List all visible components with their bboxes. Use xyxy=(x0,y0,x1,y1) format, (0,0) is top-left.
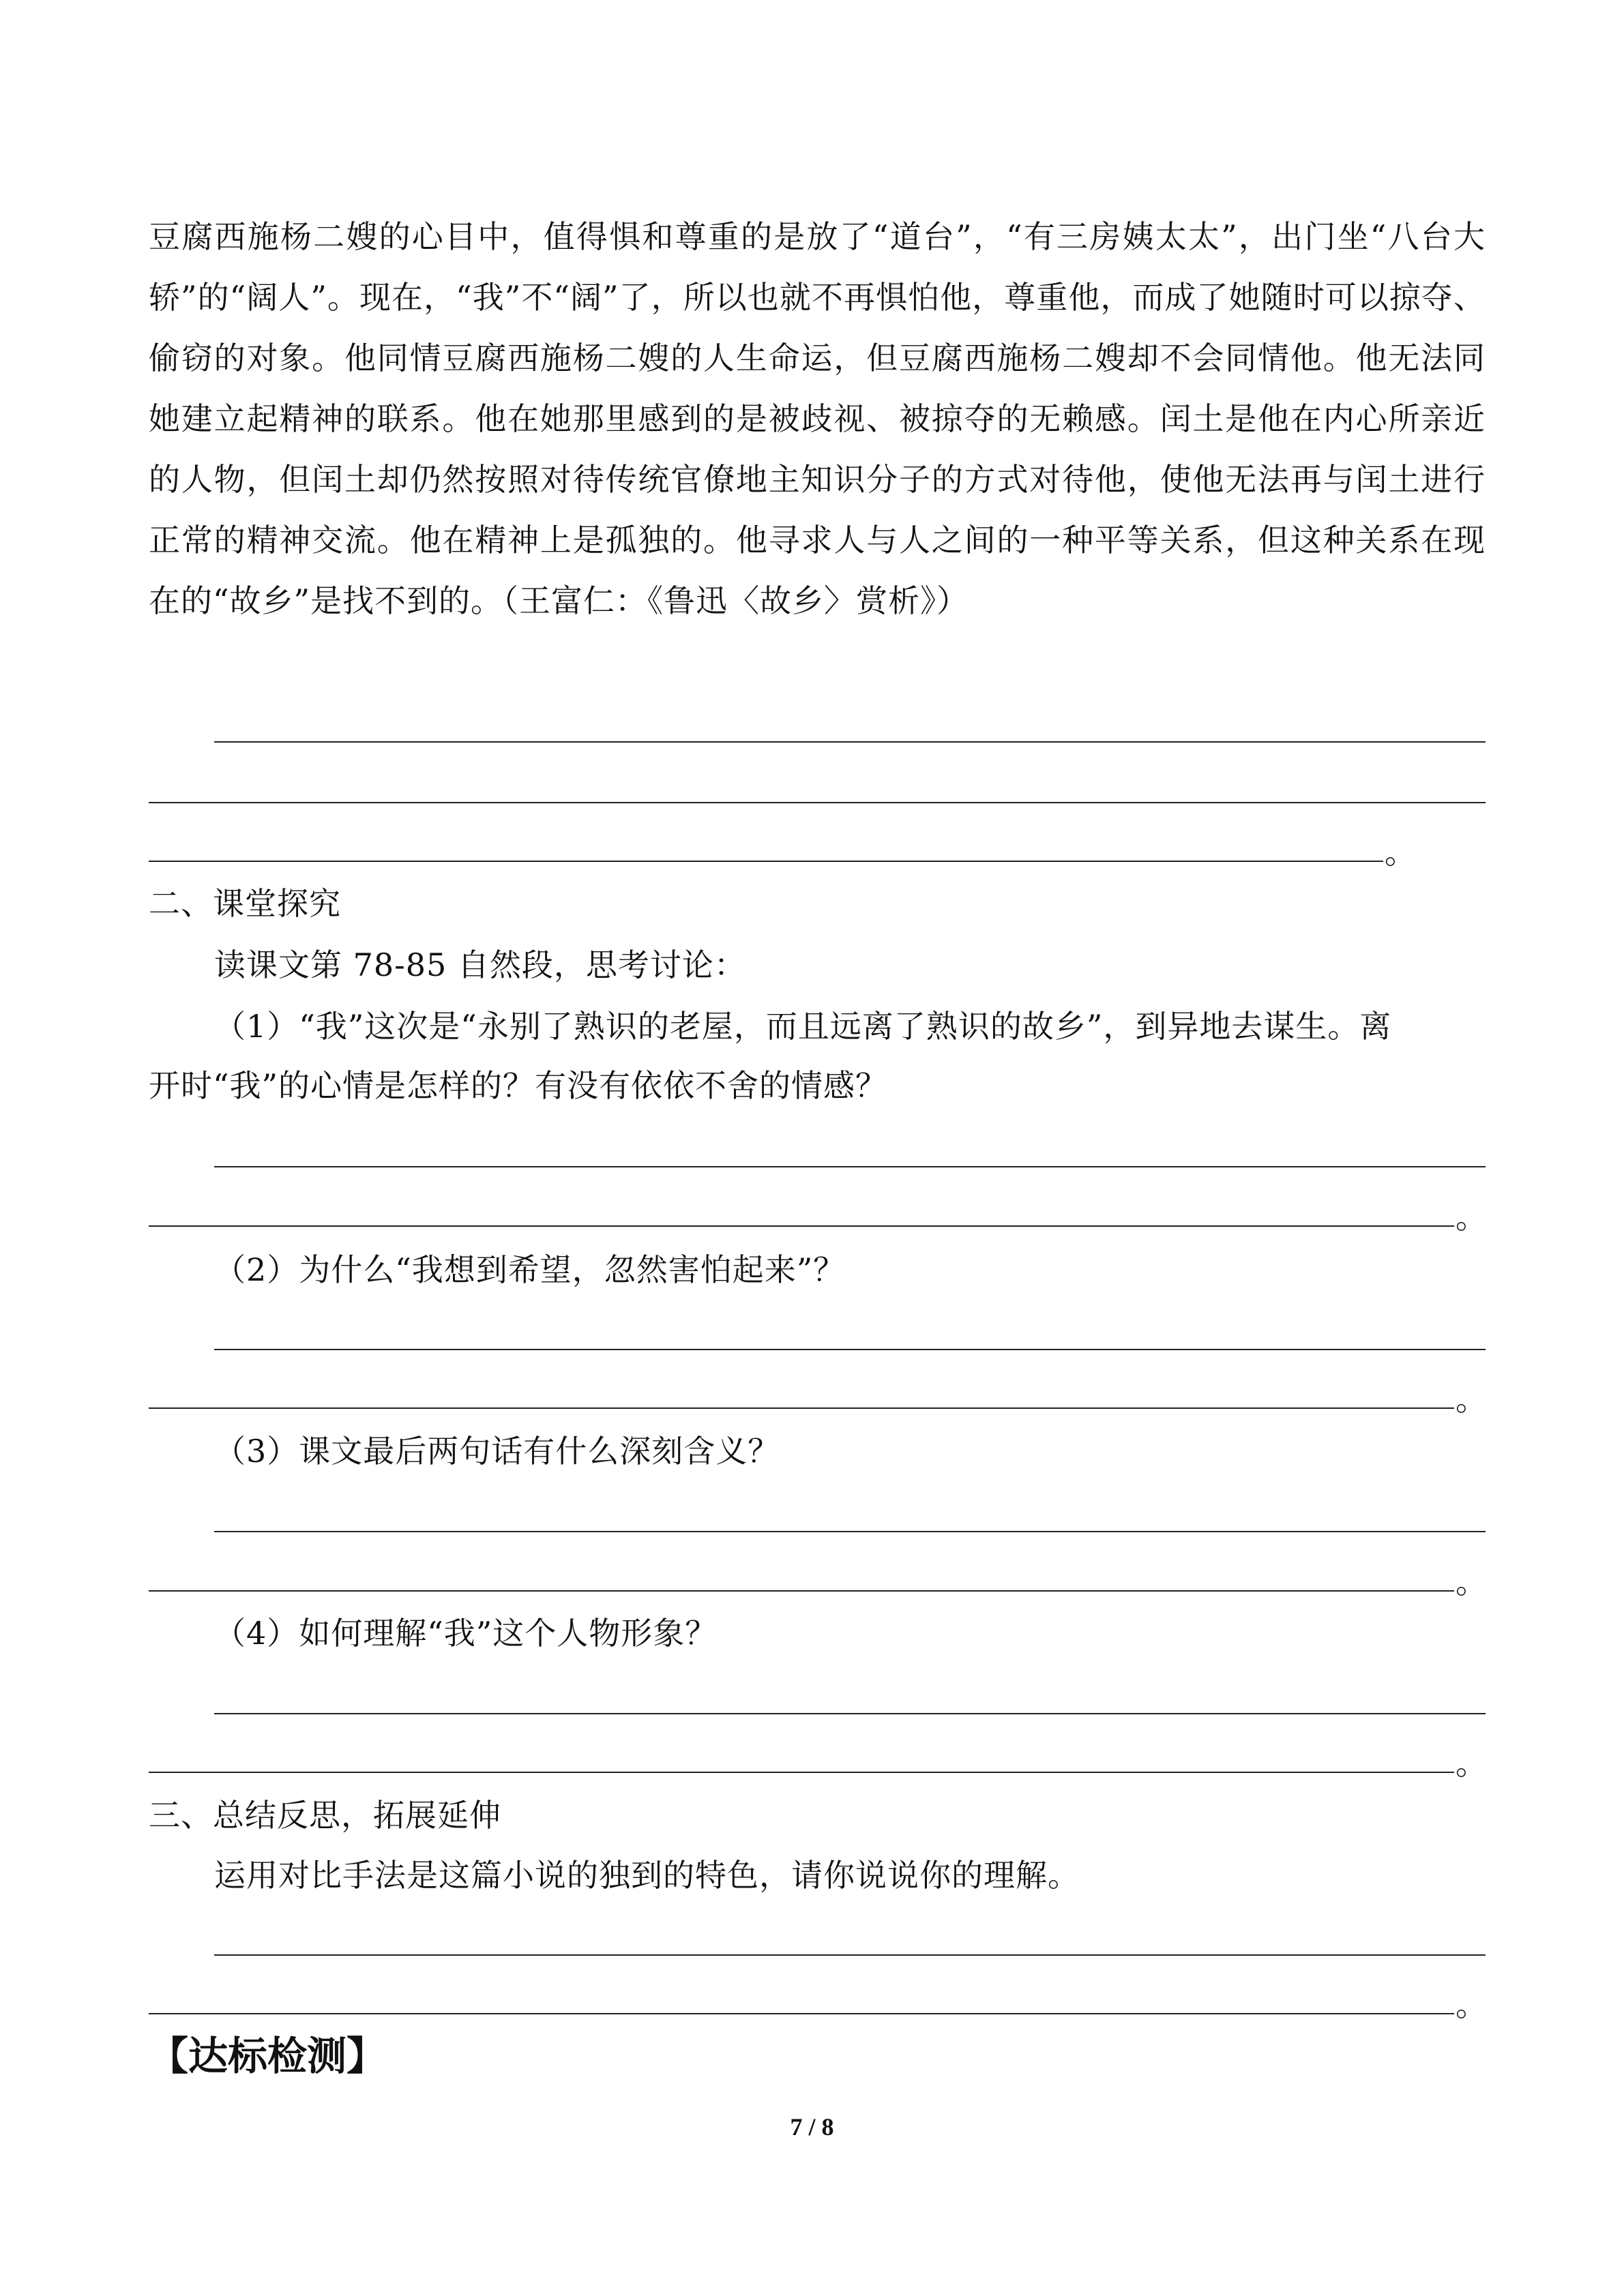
section-heading-inquiry: 二、课堂探究 xyxy=(149,885,341,922)
question-3: （3）课文最后两句话有什么深刻含义？ xyxy=(214,1433,780,1470)
answer-line[interactable] xyxy=(214,1531,1486,1532)
section-heading-assessment: 【达标检测】 xyxy=(149,2033,387,2079)
answer-line[interactable] xyxy=(149,1407,1454,1409)
answer-line[interactable] xyxy=(214,1349,1486,1350)
page-number: 7 / 8 xyxy=(790,2113,834,2141)
answer-line[interactable] xyxy=(149,861,1383,862)
answer-period: 。 xyxy=(1385,834,1416,871)
question-1-line-2: 开时“我”的心情是怎样的？有没有依依不舍的情感？ xyxy=(149,1067,888,1104)
answer-line[interactable] xyxy=(214,1954,1486,1956)
answer-line[interactable] xyxy=(149,802,1486,803)
answer-period: 。 xyxy=(1456,1199,1487,1236)
answer-period: 。 xyxy=(1456,1986,1487,2023)
answer-line[interactable] xyxy=(149,1590,1454,1592)
section-3-prompt: 运用对比手法是这篇小说的独到的特色，请你说说你的理解。 xyxy=(214,1857,1080,1894)
answer-line[interactable] xyxy=(149,1225,1454,1227)
answer-line[interactable] xyxy=(214,741,1486,743)
question-2: （2）为什么“我想到希望，忽然害怕起来”？ xyxy=(214,1251,846,1288)
answer-line[interactable] xyxy=(149,2013,1454,2014)
question-4: （4）如何理解“我”这个人物形象？ xyxy=(214,1615,718,1652)
answer-line[interactable] xyxy=(149,1772,1454,1773)
answer-period: 。 xyxy=(1456,1564,1487,1600)
quoted-passage: 豆腐西施杨二嫂的心目中，值得惧和尊重的是放了“道台”，“有三房姨太太”，出门坐“八台大轿”的“阔人”。现在，“我”不“阔”了，所以也就不再惧怕他，尊重他，而成了她随时可以掠夺、偷窃的对象。他同情豆腐西施杨二嫂的人生命运，但豆腐西施杨二嫂却不会同情他。他无法同她建立起精神的联系。他在她那里感到的是被歧视、被掠夺的无赖感。闰土是他在内心所亲近的人物，但闰土却仍然按照对待传统官僚地主知识分子的方式对待他，使他无法再与闰土进行正常的精神交流。他在精神上是孤独的。他寻求人与人之间的一种平等关系，但这种关系在现在的“故乡”是找不到的。（王富仁：《鲁迅〈故乡〉赏析》） xyxy=(149,218,1486,619)
answer-line[interactable] xyxy=(214,1713,1486,1714)
answer-period: 。 xyxy=(1456,1745,1487,1782)
section-heading-summary: 三、总结反思，拓展延伸 xyxy=(149,1797,501,1834)
answer-line[interactable] xyxy=(214,1166,1486,1167)
question-1-line-1: （1）“我”这次是“永别了熟识的老屋，而且远离了熟识的故乡”，到异地去谋生。离 xyxy=(214,1008,1392,1045)
section-intro: 读课文第 78-85 自然段，思考讨论： xyxy=(214,946,746,983)
answer-period: 。 xyxy=(1456,1381,1487,1418)
